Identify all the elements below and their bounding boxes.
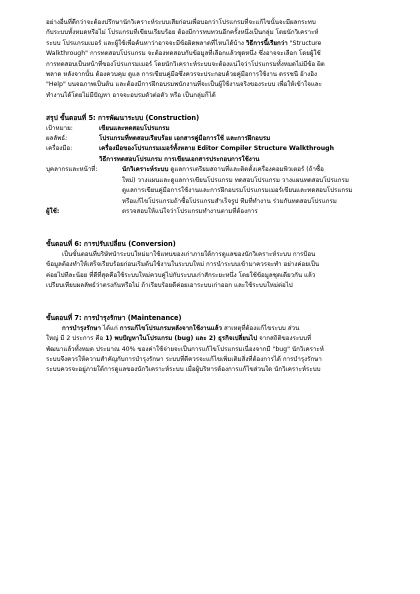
step6-line-4: เปรียบเทียบผลลัพธ์ว่าตรงกันหรือไม่ ถ้าเรียบร้อยดีค่อยเอาระบบเก่าออก และใช้ระบบใหม่ต่อไป <box>46 281 293 289</box>
step6-section <box>46 239 392 291</box>
summary-people-line-1 <box>122 165 392 175</box>
step7-line-4: ระบบจึงควรให้ความสำคัญกับการบำรุงรักษา ระบบที่ดีควรจะแก้ไขเพิ่มเติมสิ่งที่ต้องการได้ การบำรุงรักษา <box>46 355 322 363</box>
summary-label-result: ผลลัพธ์: <box>46 135 68 143</box>
intro-line-2: กับระบบทั้งหมดหรือไม่ โปรแกรมที่เขียนเรียบร้อย ต้องมีการทบทวนอีกครั้งหนึ่งเป็นกลุ่ม โดยนักวิเคราะห์ <box>46 29 319 37</box>
intro-line-7: "Help" บนจอภาพเป็นต้น และต้องมีการฝึกอบรมพนักงานที่จะเป็นผู้ใช้งานจริงของระบบ เพื่อให้เข้าใจและ <box>46 81 322 89</box>
summary-tools-continuation: วิธีการทดสอบโปรแกรม การเขียนเอกสารประกอบการใช้งาน <box>99 155 260 163</box>
summary-row-goal <box>46 124 392 134</box>
summary-label-people: บุคลากรและหน้าที่: <box>46 166 98 174</box>
step7-line2-bold: 1) พบปัญหาในโปรแกรม (bug) และ 2) ธุรกิจเปลี่ยนไป <box>105 335 258 343</box>
step7-line-3: พัฒนาแล้วทั้งหมด ประมาณ 40% ของค่าใช้จ่ายจะเป็นการแก้ไขโปรแกรมเนื่องจากมี "bug" นักวิเคราะห์ <box>46 345 324 353</box>
summary-value-goal: เขียนและทดสอบโปรแกรม <box>99 124 170 132</box>
step6-line-1: เป็นขั้นตอนที่บริษัทนำระบบใหม่มาใช้แทนของเก่าภายใต้การดูแลของนักวิเคราะห์ระบบ การป้อน <box>62 250 316 258</box>
intro-line-6: พลาด หลังจากนั้น ต้องควบคุม ดูแล การเขียนคู่มือซึ่งควรจะประกอบด้วยคู่มือการใช้งาน ดรรชนี อ้างอิง <box>46 71 318 79</box>
intro-line-3 <box>46 39 392 49</box>
step7-line2-post: จากสถิติของระบบที่ <box>257 335 312 343</box>
step7-lead-bold2: การแก้ไขโปรแกรมหลังจากใช้งานแล้ว <box>119 324 223 332</box>
summary-row-tools <box>46 144 392 154</box>
summary-row-result <box>46 134 392 144</box>
step7-lead-bold: การบำรุงรักษา <box>62 324 101 332</box>
step7-line2-pre: ใหญ่ มี 2 ประการ คือ <box>46 335 106 343</box>
summary-label-tools: เครื่องมือ: <box>46 145 73 153</box>
step7-line-2 <box>46 334 392 344</box>
intro-line-3-text: ระบบ โปรแกรมเมอร์ และผู้ใช้เพื่อค้นหาว่าอาจจะมีข้อผิดพลาดที่ไหนได้บ้าง <box>46 39 244 47</box>
summary-heading: สรุป ขั้นตอนที่ 5: การพัฒนาระบบ (Construction) <box>46 114 200 123</box>
summary-value-tools: เครื่องมือของโปรแกรมเมอร์ทั้งหลาย Editor Compiler Structure Walkthrough <box>99 145 334 153</box>
summary-row-user <box>46 207 392 217</box>
summary-value-result: โปรแกรมที่ทดสอบเรียบร้อย เอกสารคู่มือการใช้ และการฝึกอบรม <box>99 135 271 143</box>
summary-row-people <box>46 165 392 175</box>
summary-label-goal: เป้าหมาย: <box>46 124 73 132</box>
summary-value-user: ตรวจสอบให้แน่ใจว่าโปรแกรมทำงานตามที่ต้องการ <box>122 207 258 215</box>
intro-line-4: Walkthrough" การทดสอบโปรแกรม จะต้องทดสอบกับข้อมูลที่เลือกแล้วชุดหนึ่ง ซึ่งอาจจะเลือก โดยผู้ใช้ <box>46 50 321 58</box>
step7-heading: ขั้นตอนที่ 7: การบำรุงรักษา (Maintenance) <box>46 314 182 323</box>
people-role-analyst: นักวิเคราะห์ระบบ <box>122 166 169 174</box>
step7-line-5: ระบบควรจะอยู่ภายใต้การดูแลของนักวิเคราะห์ระบบ เมื่อผู้บริหารต้องการแก้ไขส่วนใด นักวิเคราะห์ระบบ <box>46 366 321 374</box>
intro-bold-term: วิธีการนี้เรียกว่า <box>245 39 288 47</box>
people-line-1-rest: ดูแลการเตรียมสถานที่และติดตั้งเครื่องคอมพิวเตอร์ (ถ้าซื้อ <box>168 166 324 174</box>
intro-paragraph <box>46 18 392 101</box>
intro-line-8: ทำงานได้โดยไม่มีปัญหา อาจจะอบรมตัวต่อตัว หรือ เป็นกลุ่มก็ได้ <box>46 91 216 99</box>
intro-line-1: อย่างอื่นที่ดีกว่าจะต้องปรึกษานักวิเคราะห์ระบบเสียก่อนเพื่อบอกว่าโปรแกรมที่จะแก้ไขนั้นจะมีผลกระทบ <box>46 19 316 26</box>
step6-line-2: ข้อมูลต้องทำให้เสร็จเรียบร้อยก่อนเริ่มต้นใช้งานในระบบใหม่ การนำระบบเข้ามาควรจะทำ อย่างค่อยเป็น <box>46 261 320 269</box>
step6-line-3: ค่อยไปทีละน้อย ที่ดีที่สุดคือใช้ระบบใหม่ควบคู่ไปกับระบบเก่าสักระยะหนึ่ง โดยใช้ข้อมูลชุดเดียวกัน แล้ว <box>46 271 316 279</box>
step7-lead-rest: ได้แก่ <box>100 324 120 332</box>
intro-line-5: การทดสอบเป็นหน้าที่ของโปรแกรมเมอร์ โดยนักวิเคราะห์ระบบจะต้องแน่ใจว่าโปรแกรมทั้งหมดไม่มีข้อ ผิด <box>46 60 325 68</box>
intro-quote-term: "Structure <box>289 39 322 47</box>
summary-people-line-3: ดูแลการเขียนคู่มือการใช้งานและการฝึกอบรมโปรแกรมเมอร์เขียนและทดสอบโปรแกรม <box>122 187 353 195</box>
summary-label-user: ผู้ใช้: <box>46 207 60 215</box>
summary-people-line-4: หรือแก้ไขโปรแกรมถ้าซื้อโปรแกรมสำเร็จรูป ทีมที่ทำงาน ร่วมกันทดสอบโปรแกรม <box>122 197 337 205</box>
step7-section <box>46 313 392 375</box>
step6-heading: ขั้นตอนที่ 6: การปรับเปลี่ยน (Conversion) <box>46 240 176 249</box>
summary-section <box>46 113 392 217</box>
step7-lead-tail: สาเหตุที่ต้องแก้ไขระบบ ส่วน <box>222 324 300 332</box>
step7-line-1 <box>46 324 392 334</box>
summary-people-line-2: ใหม่) วางแผนและดูแลการเขียนโปรแกรม ทดสอบโปรแกรม วางแผนทดสอบโปรแกรม <box>122 176 349 184</box>
